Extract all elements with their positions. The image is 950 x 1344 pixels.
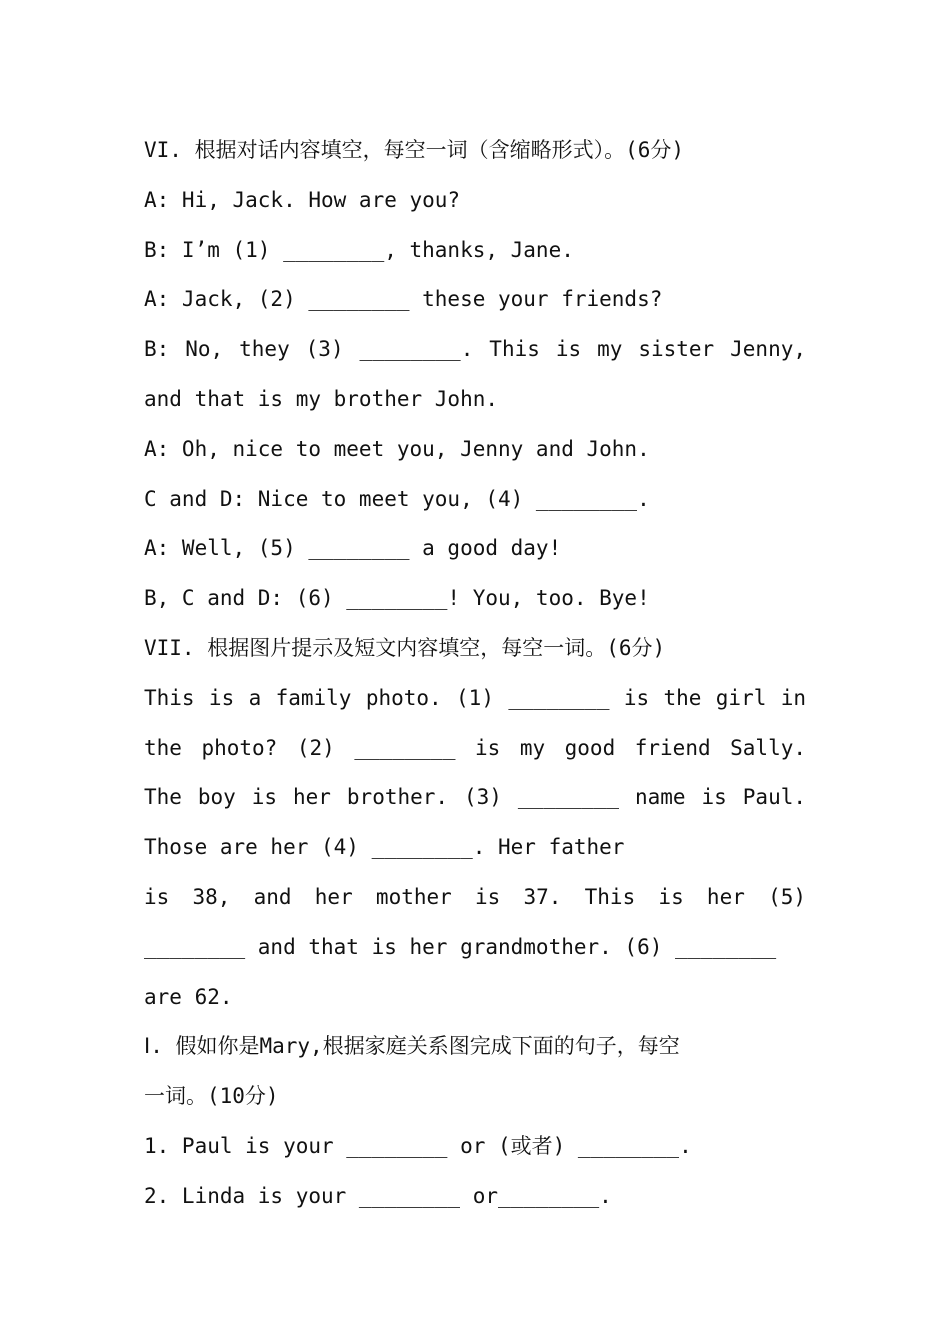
passage-line-2: the photo? (2) ________ is my good friend Sally. xyxy=(144,735,806,760)
dialogue-line-9: B, C and D: (6) ________! You, too. Bye! xyxy=(144,586,650,611)
dialogue-line-7: C and D: Nice to meet you, (4) ________. xyxy=(144,486,650,511)
dialogue-line-2: B: I’m (1) ________, thanks, Jane. xyxy=(144,237,574,262)
section-vii-heading: VII. 根据图片提示及短文内容填空，每空一词。(6分) xyxy=(144,635,666,660)
dialogue-line-8: A: Well, (5) ________ a good day! xyxy=(144,536,562,561)
passage-line-6: ________ and that is her grandmother. (6) ________ xyxy=(144,934,777,959)
dialogue-line-6: A: Oh, nice to meet you, Jenny and John. xyxy=(144,436,650,461)
section-i-heading: Ⅰ. 假如你是Mary,根据家庭关系图完成下面的句子，每空 xyxy=(144,1034,680,1059)
section-vi-heading: VI. 根据对话内容填空，每空一词（含缩略形式）。(6分) xyxy=(144,138,684,162)
passage-line-7: are 62. xyxy=(144,984,233,1009)
passage-line-3: The boy is her brother. (3) ________ name is Paul. xyxy=(144,785,806,810)
passage-line-4: Those are her (4) ________. Her father xyxy=(144,835,625,860)
dialogue-line-3: A: Jack, (2) ________ these your friends? xyxy=(144,287,663,312)
dialogue-line-1: A: Hi, Jack. How are you? xyxy=(144,187,461,212)
question-1: 1. Paul is your ________ or (或者) ________. xyxy=(144,1133,692,1158)
section-i-heading-cont: 一词。(10分) xyxy=(144,1084,279,1109)
dialogue-line-5: and that is my brother John. xyxy=(144,386,499,411)
question-2: 2. Linda is your ________ or________. xyxy=(144,1183,612,1208)
passage-line-5: is 38, and her mother is 37. This is her (5) xyxy=(144,884,806,909)
document-page xyxy=(144,126,806,1222)
dialogue-line-4: B: No, they (3) ________. This is my sister Jenny, xyxy=(144,337,806,362)
passage-line-1: This is a family photo. (1) ________ is the girl in xyxy=(144,685,806,710)
